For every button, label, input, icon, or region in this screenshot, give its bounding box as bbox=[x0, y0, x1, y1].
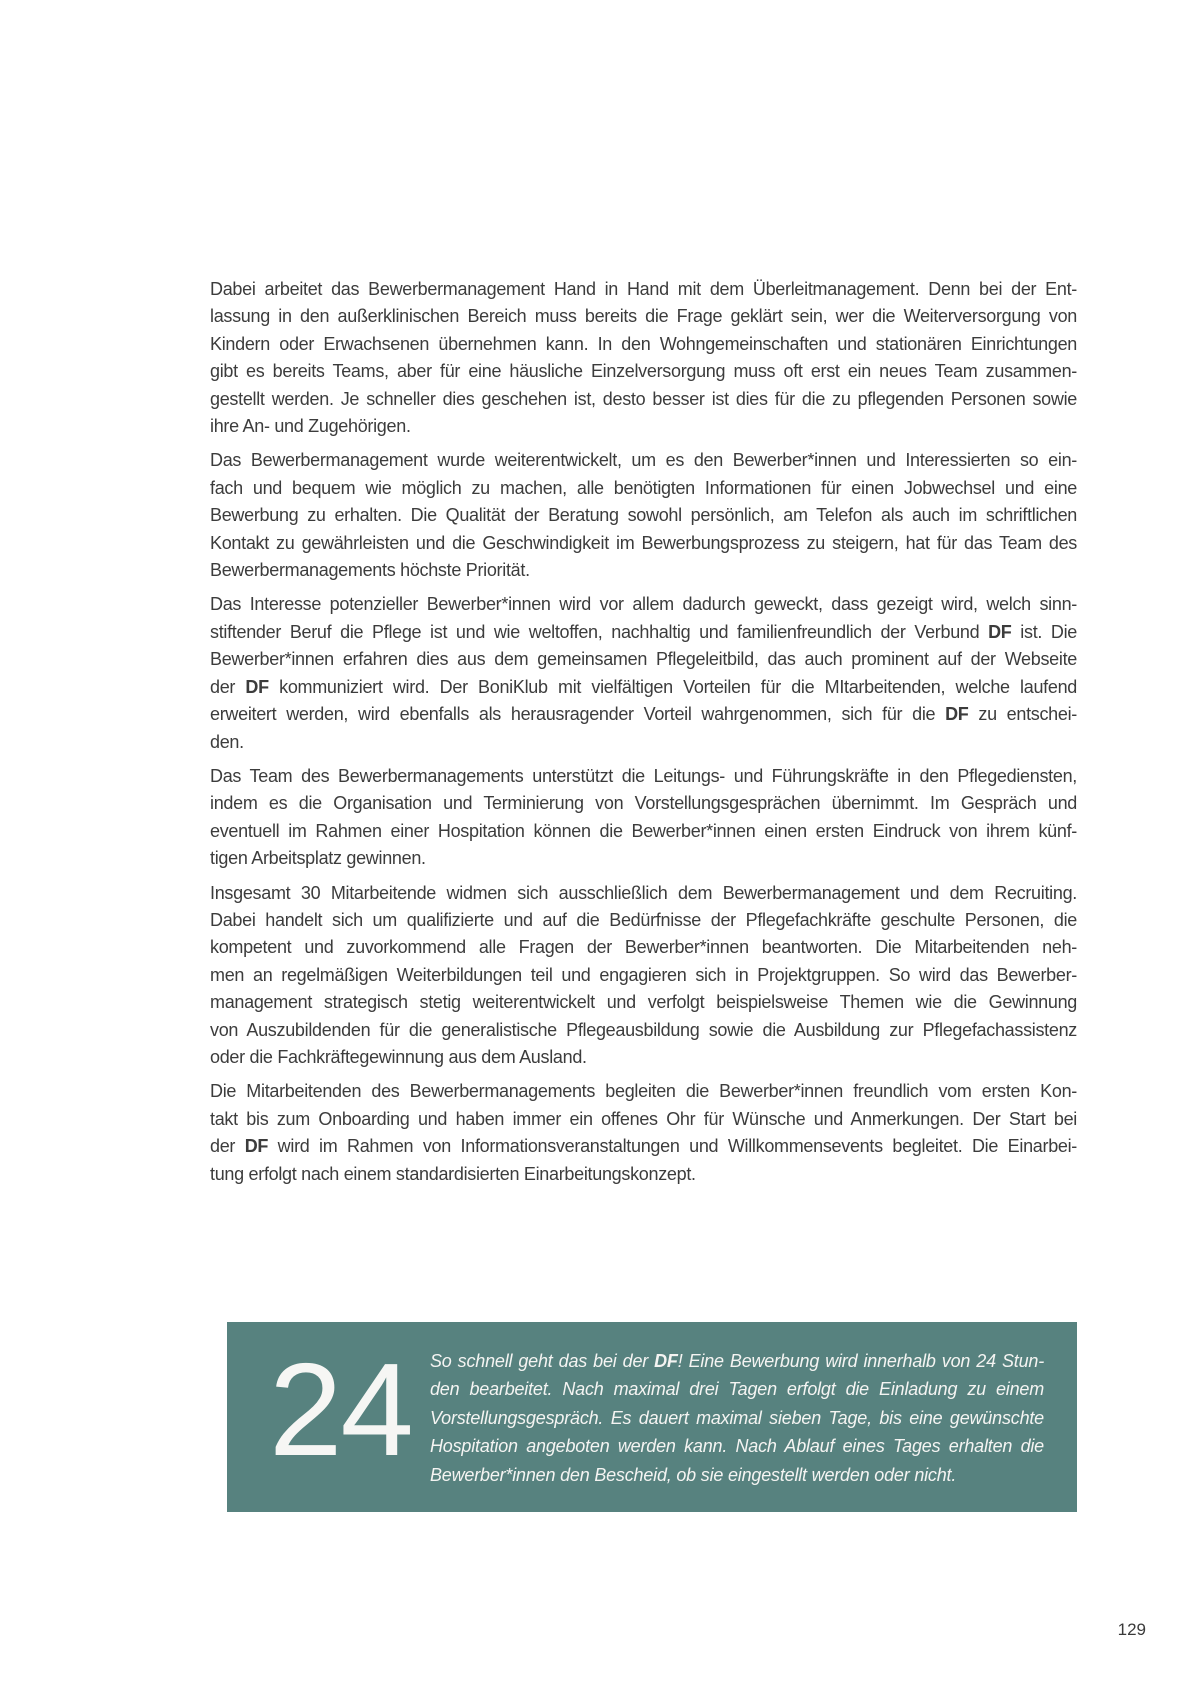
paragraph bbox=[210, 276, 1077, 440]
text-line: gibt es bereits Teams, aber für eine häusliche Einzelversorgung muss oft erst ein neues Team zusammen- bbox=[210, 361, 1077, 382]
text-line: der DF kommuniziert wird. Der BoniKlub mit vielfältigen Vorteilen für die MItarbeitenden, welche laufend bbox=[210, 676, 1077, 697]
text-line: den bearbeitet. Nach maximal drei Tagen erfolgt die Einladung zu einem bbox=[430, 1379, 1044, 1400]
text-line: Kontakt zu gewährleisten und die Geschwindigkeit im Bewerbungsprozess zu steigern, hat für das Team des bbox=[210, 532, 1077, 553]
text-line: indem es die Organisation und Terminierung von Vorstellungsgesprächen übernimmt. Im Gespräch und bbox=[210, 793, 1077, 814]
page-number: 129 bbox=[1117, 1620, 1146, 1639]
text-line: Das Team des Bewerbermanagements unterstützt die Leitungs- und Führungskräfte in den Pflegediensten, bbox=[210, 765, 1077, 786]
text-line: kompetent und zuvorkommend alle Fragen der Bewerber*innen beantworten. Die Mitarbeitenden neh- bbox=[210, 937, 1077, 958]
text-line: Vorstellungsgespräch. Es dauert maximal sieben Tage, bis eine gewünschte bbox=[430, 1407, 1044, 1428]
paragraph bbox=[210, 447, 1077, 584]
text-line: der DF wird im Rahmen von Informationsveranstaltungen und Willkommensevents begleitet. Die Einarbei- bbox=[210, 1136, 1078, 1157]
text-line: takt bis zum Onboarding und haben immer ein offenes Ohr für Wünsche und Anmerkungen. Der Start bei bbox=[210, 1108, 1077, 1129]
text-line: Bewerbermanagements höchste Priorität. bbox=[210, 560, 530, 581]
text-line: Kindern oder Erwachsenen übernehmen kann. In den Wohngemeinschaften und stationären Einrichtungen bbox=[210, 333, 1077, 354]
text-line: Das Bewerbermanagement wurde weiterentwickelt, um es den Bewerber*innen und Interessierten so ein- bbox=[210, 450, 1077, 471]
text-line: erweitert werden, wird ebenfalls als herausragender Vorteil wahrgenommen, sich für die DF zu entschei- bbox=[210, 704, 1077, 725]
text-line: ihre An- und Zugehörigen. bbox=[210, 416, 411, 437]
text-line: stiftender Beruf die Pflege ist und wie weltoffen, nachhaltig und familienfreundlich der Verbund DF ist. Die bbox=[210, 621, 1077, 642]
text-line: von Auszubildenden für die generalistische Pflegeausbildung sowie die Ausbildung zur Pflegefachassistenz bbox=[210, 1019, 1077, 1040]
text-line: Hospitation angeboten werden kann. Nach Ablauf eines Tages erhalten die bbox=[430, 1436, 1044, 1457]
text-line: So schnell geht das bei der DF! Eine Bewerbung wird innerhalb von 24 Stun- bbox=[430, 1351, 1044, 1371]
text-line: Bewerber*innen den Bescheid, ob sie eingestellt werden oder nicht. bbox=[430, 1464, 957, 1485]
text-line: lassung in den außerklinischen Bereich muss bereits die Frage geklärt sein, wer die Weiterversorgung von bbox=[210, 306, 1077, 327]
text-line: Dabei handelt sich um qualifizierte und auf die Bedürfnisse der Pflegefachkräfte geschulte Personen, die bbox=[210, 909, 1077, 930]
text-line: den. bbox=[210, 731, 244, 752]
text-line: Insgesamt 30 Mitarbeitende widmen sich ausschließlich dem Bewerbermanagement und dem Recruiting. bbox=[210, 882, 1077, 903]
paragraph bbox=[210, 763, 1077, 873]
callout-box bbox=[227, 1322, 1077, 1512]
text-line: tigen Arbeitsplatz gewinnen. bbox=[210, 848, 426, 869]
text-line: men an regelmäßigen Weiterbildungen teil und engagieren sich in Projektgruppen. So wird das Bewerber- bbox=[210, 964, 1077, 985]
callout-number: 24 bbox=[269, 1336, 412, 1483]
text-line: management strategisch stetig weiterentwickelt und verfolgt beispielsweise Themen wie die Gewinnung bbox=[210, 992, 1077, 1013]
paragraph bbox=[210, 591, 1077, 755]
text-line: tung erfolgt nach einem standardisierten Einarbeitungskonzept. bbox=[210, 1163, 696, 1184]
text-line: Das Interesse potenzieller Bewerber*innen wird vor allem dadurch geweckt, dass gezeigt wird, welch sinn- bbox=[210, 594, 1077, 615]
text-line: fach und bequem wie möglich zu machen, alle benötigten Informationen für einen Jobwechsel und eine bbox=[210, 477, 1077, 498]
text-line: oder die Fachkräftegewinnung aus dem Ausland. bbox=[210, 1046, 587, 1067]
paragraph bbox=[210, 1078, 1077, 1188]
body-text bbox=[210, 276, 1077, 1188]
text-line: Dabei arbeitet das Bewerbermanagement Hand in Hand mit dem Überleitmanagement. Denn bei der Ent- bbox=[210, 279, 1077, 299]
text-line: Bewerbung zu erhalten. Die Qualität der Beratung sowohl persönlich, am Telefon als auch im schriftlichen bbox=[210, 505, 1077, 526]
text-line: Die Mitarbeitenden des Bewerbermanagements begleiten die Bewerber*innen freundlich vom ersten Kon- bbox=[210, 1081, 1077, 1102]
callout-text bbox=[430, 1347, 1044, 1489]
paragraph bbox=[210, 880, 1077, 1072]
text-line: Bewerber*innen erfahren dies aus dem gemeinsamen Pflegeleitbild, das auch prominent auf der Webseite bbox=[210, 649, 1077, 670]
text-line: gestellt werden. Je schneller dies geschehen ist, desto besser ist dies für die zu pflegenden Personen sowie bbox=[210, 388, 1077, 409]
text-line: eventuell im Rahmen einer Hospitation können die Bewerber*innen einen ersten Eindruck von ihrem künf- bbox=[210, 820, 1077, 841]
